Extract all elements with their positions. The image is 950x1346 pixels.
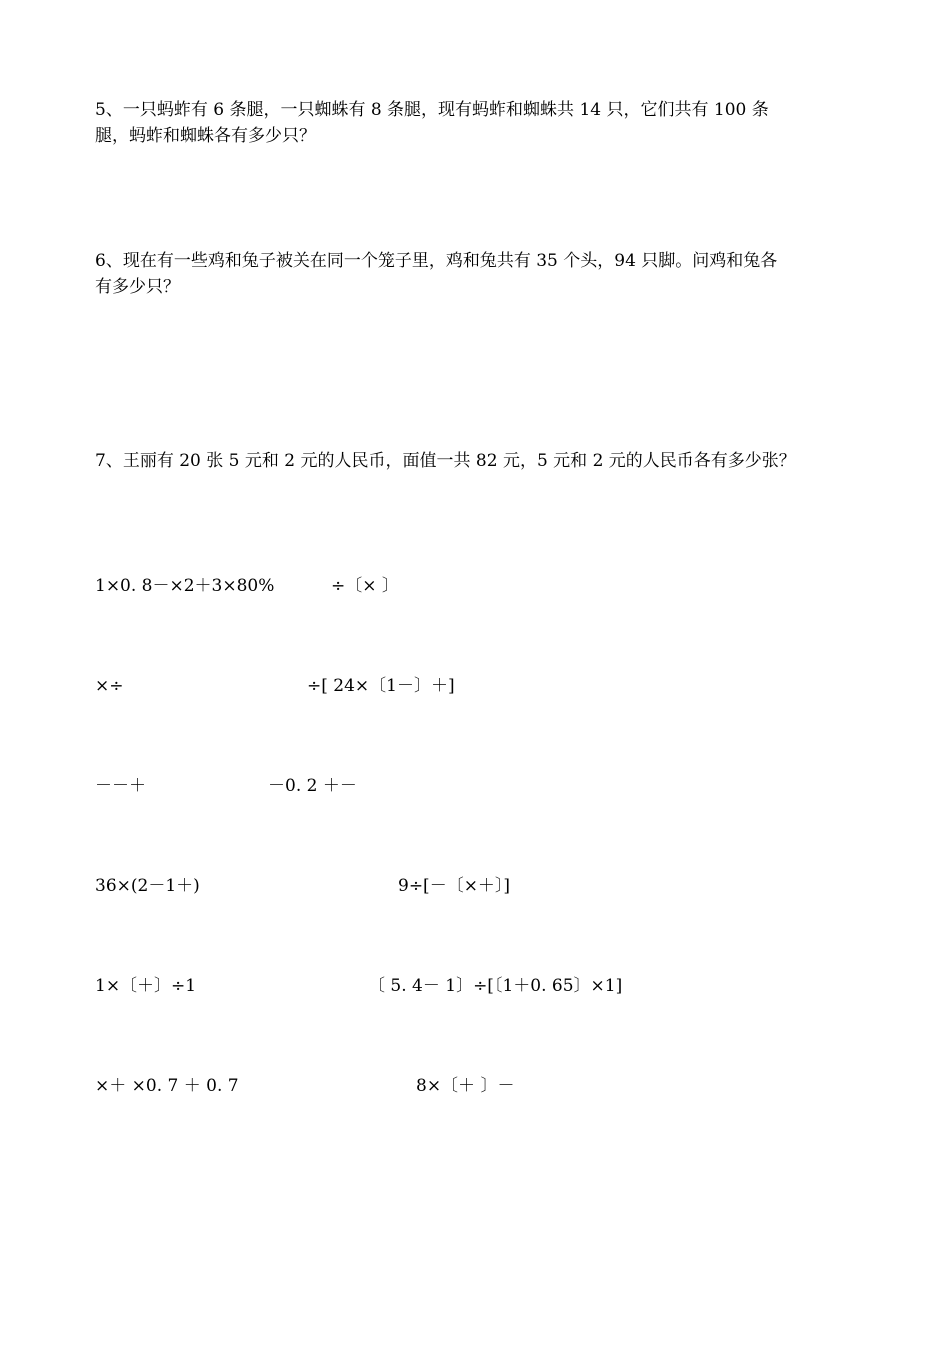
calculation-row-5 (95, 973, 855, 999)
calculation-expression: －0. 2 ＋－ (268, 776, 357, 796)
problem-text-line: 6、现在有一些鸡和兔子被关在同一个笼子里，鸡和兔共有 35 个头，94 只脚。问鸡和兔各 (95, 251, 778, 271)
calculation-expression: 〔 5. 4－ 1〕÷[〔1＋0. 65〕×1] (368, 976, 623, 996)
word-problem-7 (95, 448, 855, 474)
calculation-row-1 (95, 573, 855, 599)
problem-text-line: 7、王丽有 20 张 5 元和 2 元的人民币，面值一共 82 元，5 元和 2 元的人民币各有多少张？ (95, 451, 796, 471)
calculation-expression: ÷〔× 〕 (331, 576, 399, 596)
problem-text-line: 5、一只蚂蚱有 6 条腿，一只蜘蛛有 8 条腿，现有蚂蚱和蜘蛛共 14 只，它们共有 100 条 (95, 100, 769, 120)
calculation-expression: 9÷[－〔×＋〕] (398, 876, 511, 896)
calculation-expression: －－＋ (95, 776, 146, 796)
calculation-row-6 (95, 1073, 855, 1099)
calculation-row-4 (95, 873, 855, 899)
calculation-expression: 1×0. 8－×2＋3×80% (95, 576, 275, 596)
problem-text-line: 腿，蚂蚱和蜘蛛各有多少只？ (95, 126, 316, 146)
calculation-expression: 1×〔＋〕÷1 (95, 976, 197, 996)
calculation-expression: ÷[ 24×〔1－〕＋] (307, 676, 455, 696)
word-problem-6 (95, 248, 855, 300)
calculation-expression: 36×(2－1＋) (95, 876, 200, 896)
calculation-row-3 (95, 773, 855, 799)
calculation-expression: ×＋ ×0. 7 ＋ 0. 7 (95, 1076, 239, 1096)
word-problem-5 (95, 97, 855, 149)
calculation-expression: 8×〔＋ 〕－ (416, 1076, 515, 1096)
calculation-expression: ×÷ (95, 676, 124, 696)
calculation-row-2 (95, 673, 855, 699)
problem-text-line: 有多少只？ (95, 277, 180, 297)
